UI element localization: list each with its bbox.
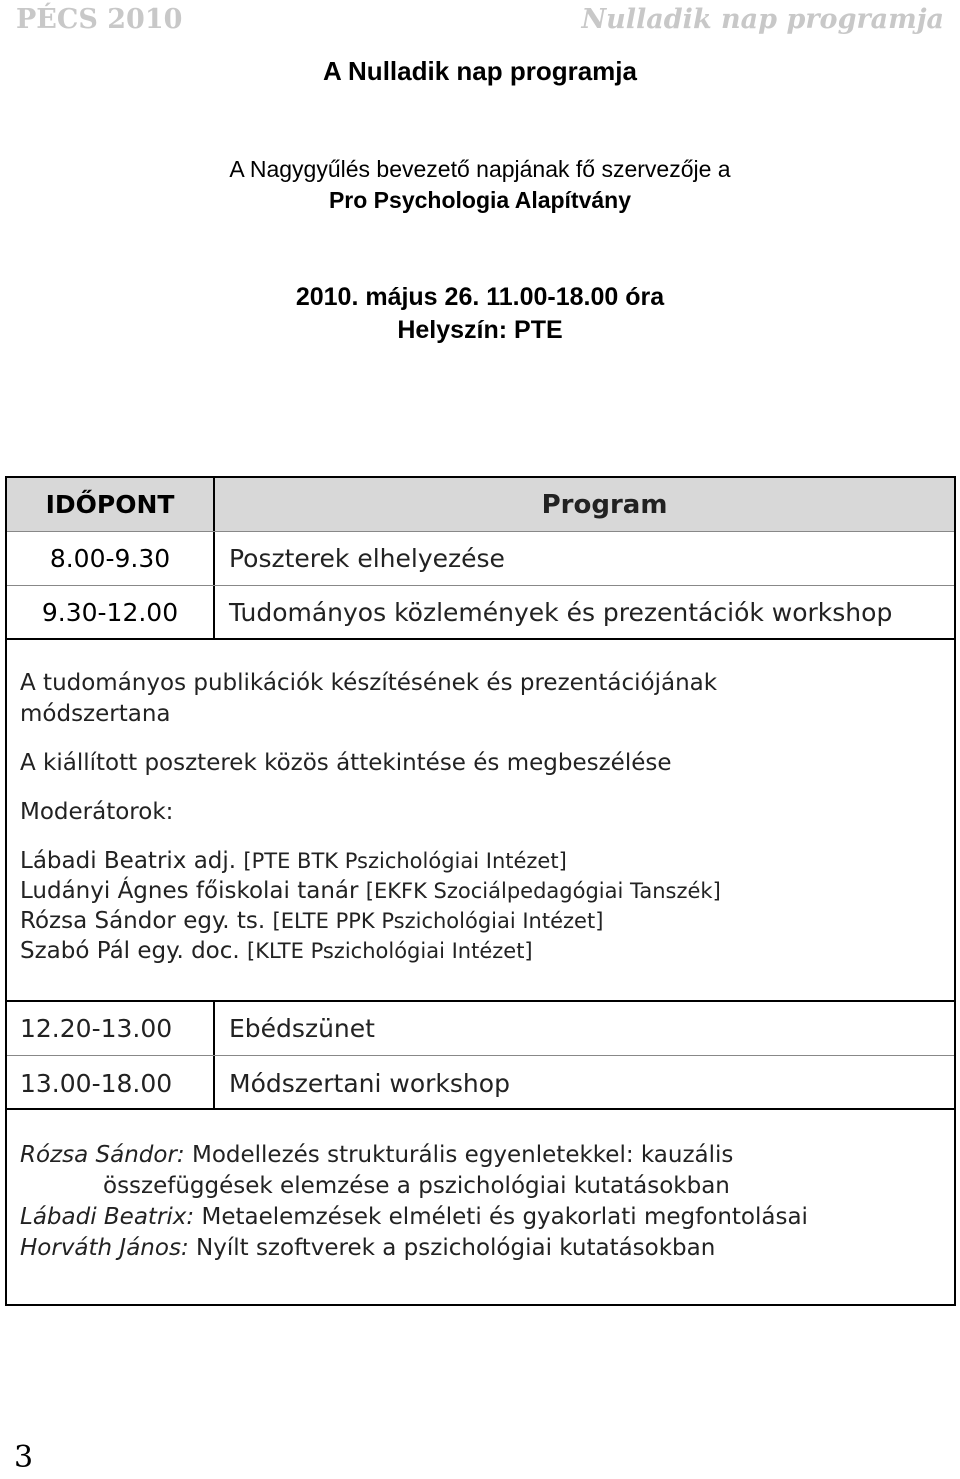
moderators-list [20,846,954,966]
organizer-line: A Nagygyűlés bevezető napjának fő szervezője a [229,156,731,182]
header-time: IDŐPONT [7,478,215,531]
row-time: 12.20-13.00 [7,1002,215,1055]
row-program: Tudományos közlemények és prezentációk workshop [229,597,893,627]
moderator [20,846,954,876]
row-time: 13.00-18.00 [7,1056,215,1110]
row-program: Ebédszünet [229,1014,375,1043]
row-program: Poszterek elhelyezése [229,544,505,573]
schedule-header-row [7,478,954,532]
talk-title: Modellezés strukturális egyenletekkel: kauzális [191,1142,734,1168]
page-title: A Nulladik nap programja [323,56,637,86]
moderator-affiliation: [PTE BTK Pszichológiai Intézet] [243,849,567,873]
row-time: 8.00-9.30 [7,532,215,585]
table-row [7,1002,954,1056]
moderator-name: Lábadi Beatrix adj. [20,848,237,874]
moderator-name: Szabó Pál egy. doc. [20,938,240,964]
page-number: 3 [14,1440,34,1475]
talk [20,1140,954,1171]
talk-title: Nyílt szoftverek a pszichológiai kutatásokban [196,1235,716,1261]
moderator [20,876,954,906]
event-place: Helyszín: PTE [397,316,563,344]
header-program: Program [541,489,668,520]
header-left-text: PÉCS 2010 [16,4,183,35]
table-row [7,1056,954,1110]
moderator-name: Ludányi Ágnes főiskolai tanár [20,878,359,904]
header-right-text: Nulladik nap programja [581,4,944,35]
organizer-block [0,154,960,216]
moderator-affiliation: [ELTE PPK Pszichológiai Intézet] [272,909,604,933]
talk-speaker: Horváth János: [20,1235,189,1261]
talk-speaker: Lábadi Beatrix: [20,1204,195,1230]
talk-title-continued: összefüggések elemzése a pszichológiai kutatásokban [103,1173,730,1199]
talk-speaker: Rózsa Sándor: [20,1142,185,1168]
schedule-table [5,476,956,640]
schedule-table-2 [5,1000,956,1110]
row-time: 9.30-12.00 [7,586,215,638]
description-line: módszertana [20,701,171,727]
moderator-affiliation: [EKFK Szociálpedagógiai Tanszék] [365,879,721,903]
description-line: A tudományos publikációk készítésének és prezentációjának [20,670,718,696]
moderators-label: Moderátorok: [20,799,174,825]
talk [20,1233,954,1264]
moderator-affiliation: [KLTE Pszichológiai Intézet] [247,939,533,963]
row-program: Módszertani workshop [229,1068,510,1098]
workshop-description [5,638,956,1002]
event-info [0,281,960,347]
event-date: 2010. május 26. 11.00-18.00 óra [295,283,665,311]
table-row [7,532,954,586]
workshop-talks [5,1108,956,1306]
talk [20,1202,954,1233]
moderator [20,936,954,966]
moderator [20,906,954,936]
table-row [7,586,954,638]
organizer-name: Pro Psychologia Alapítvány [328,187,632,213]
talk-title: Metaelemzések elméleti és gyakorlati megfontolásai [201,1204,808,1230]
description-line: A kiállított poszterek közös áttekintése és megbeszélése [20,750,672,776]
moderator-name: Rózsa Sándor egy. ts. [20,908,266,934]
